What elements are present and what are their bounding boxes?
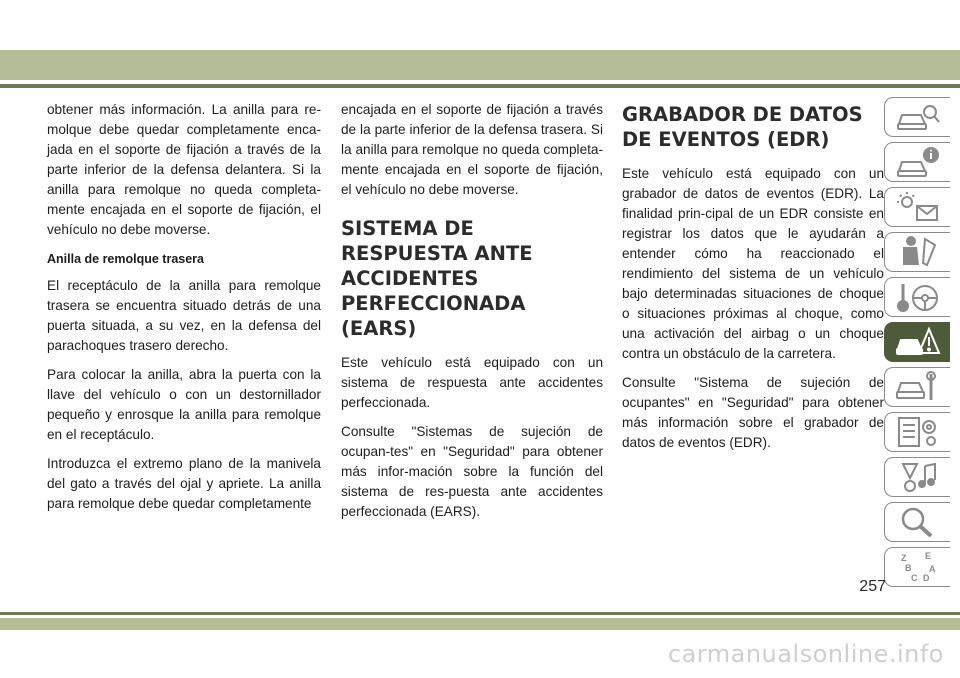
paragraph: Introduzca el extremo plano de la manivela del gato a través del ojal y apriete. La anilla para remolque debe quedar completamente — [47, 456, 321, 511]
tab-warning-lights[interactable] — [884, 187, 950, 227]
header-band — [0, 0, 960, 91]
key-steering-wheel-icon — [895, 280, 941, 314]
car-info-icon — [895, 145, 941, 179]
index-letter: C — [910, 573, 917, 583]
tab-safety-seat[interactable] — [884, 232, 950, 272]
tab-car-search[interactable] — [884, 97, 950, 137]
chapter-tabs — [884, 97, 960, 592]
seat-airbag-icon — [895, 235, 941, 269]
paragraph: Este vehículo está equipado con un grabador de datos de eventos (EDR). La finalidad prin-cipal de un EDR consiste en registrar los datos que le ayudarán a entender cómo ha reaccionado el rendimiento del sistema de un vehículo bajo determinadas situaciones de choque o situaciones próximas al choque, como una activación del airbag o un choque contra un obstáculo de la carretera. — [622, 166, 884, 361]
car-warning-triangle-icon — [895, 325, 941, 359]
car-wrench-icon — [895, 370, 941, 404]
header-line — [0, 84, 960, 88]
paragraph: obtener más información. La anilla para re-molque debe quedar completamente enca-jada en el soporte de fijación a través de la parte inferior de la defensa delantera. Si la anilla para remolque no queda completa-mente encajada en el soporte de fijación, el vehículo no debe moverse. — [47, 102, 321, 237]
tab-index[interactable] — [884, 547, 950, 587]
footer-band — [0, 612, 960, 630]
footer-line — [0, 612, 960, 615]
tab-search[interactable] — [884, 502, 950, 542]
index-letter: A — [928, 564, 935, 574]
tab-in-case-of-emergency[interactable] — [884, 322, 950, 362]
tab-technical-specs[interactable] — [884, 412, 950, 452]
tab-servicing[interactable] — [884, 367, 950, 407]
column-middle — [341, 100, 603, 531]
section-heading-ears: SISTEMA DE RESPUESTA ANTE ACCIDENTES PERFECCIONADA (EARS) — [341, 217, 533, 340]
subheading-rear-tow-hook: Anilla de remolque trasera — [47, 252, 205, 266]
alphabet-index-icon — [895, 550, 941, 584]
paragraph: El receptáculo de la anilla para remolque trasera se encuentra situado detrás de una puerta situada, a su vez, en la defensa del parachoques trasero derecho. — [47, 278, 321, 353]
document-gears-icon — [895, 415, 941, 449]
tab-starting-driving[interactable] — [884, 277, 950, 317]
index-letter: B — [904, 563, 911, 573]
section-heading-edr: GRABADOR DE DATOS DE EVENTOS (EDR) — [622, 103, 863, 151]
column-left — [47, 100, 321, 523]
paragraph: encajada en el soporte de fijación a través de la parte inferior de la defensa trasera. Si la anilla para remolque no queda completa-mente encajada en el soporte de fijación, el vehículo no debe moverse. — [341, 102, 603, 197]
tab-car-info[interactable] — [884, 142, 950, 182]
car-search-icon — [895, 100, 941, 134]
tab-multimedia[interactable] — [884, 457, 950, 497]
paragraph: Para colocar la anilla, abra la puerta con la llave del vehículo o con un destornillador pequeño y enrosque la anilla para remolque en el receptáculo. — [47, 367, 321, 442]
page-number: 257 — [859, 578, 886, 595]
paragraph: Este vehículo está equipado con un sistema de respuesta ante accidentes perfeccionada. — [341, 355, 603, 410]
header-bar — [0, 50, 960, 80]
paragraph: Consulte "Sistema de sujeción de ocupantes" en "Seguridad" para obtener más información sobre el grabador de datos de eventos (EDR). — [622, 375, 884, 450]
music-navigation-icon — [895, 460, 941, 494]
index-letter: E — [924, 551, 931, 561]
index-letter: D — [922, 573, 929, 583]
footer-bar — [0, 618, 960, 630]
paragraph: Consulte "Sistemas de sujeción de ocupan-tes" en "Seguridad" para obtener más infor-mación sobre la función del sistema de res-puesta ante accidentes perfeccionada (EARS). — [341, 424, 603, 519]
column-right — [622, 100, 884, 462]
magnifier-icon — [895, 505, 941, 539]
index-letter: Z — [900, 553, 906, 563]
warning-lights-message-icon — [895, 190, 941, 224]
watermark: carmanualsonline.info — [667, 640, 944, 668]
